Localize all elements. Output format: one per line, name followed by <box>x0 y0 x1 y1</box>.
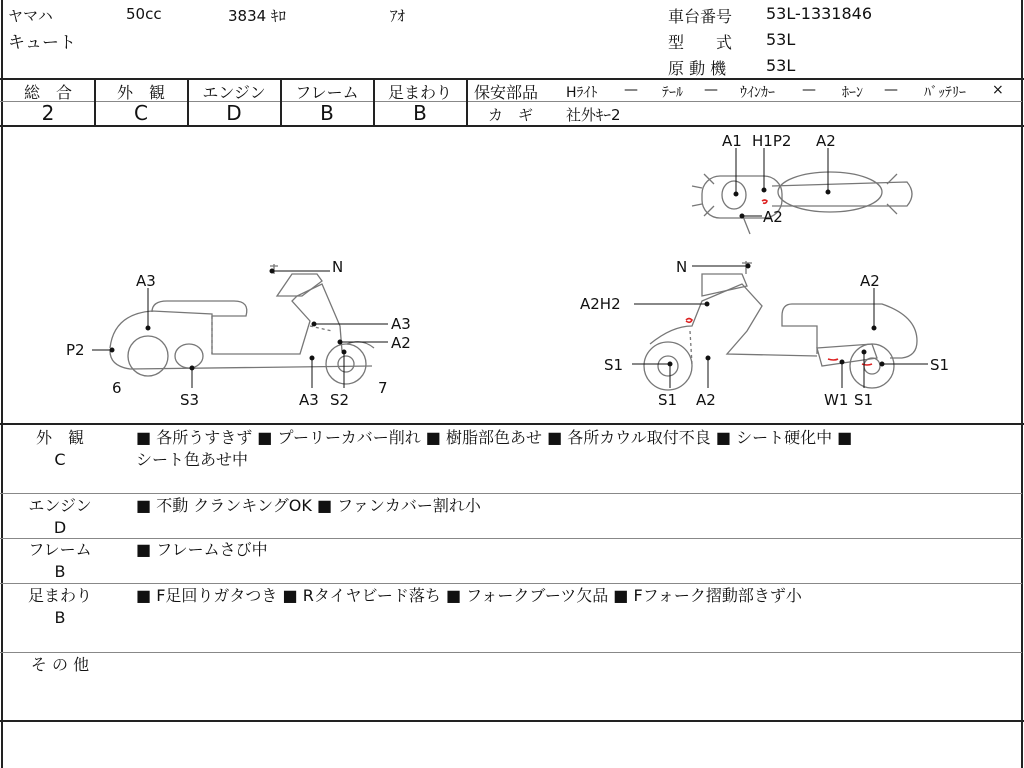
label-left-a2: A2 <box>391 334 411 352</box>
safety-battery-status: × <box>992 82 1004 98</box>
label-right-a2: A2 <box>860 272 880 290</box>
label-right-w1: W1 <box>824 391 849 409</box>
section-suspension-title: 足まわり <box>27 586 92 605</box>
label-left-7: 7 <box>378 379 388 397</box>
grade-label-engine: エンジン <box>202 83 266 102</box>
label-left-a3c: A3 <box>299 391 319 409</box>
section-other-label <box>0 654 120 676</box>
label-left-a3b: A3 <box>391 315 411 333</box>
notes-line-3 <box>0 583 1022 584</box>
notes-line-4 <box>0 652 1022 653</box>
safety-horn: ﾎｰﾝ <box>842 85 863 101</box>
label-right-a2b: A2 <box>696 391 716 409</box>
grade-value-frame: B <box>320 101 334 125</box>
safety-headlight-status: — <box>624 82 638 98</box>
notes-bottom-line <box>0 720 1024 722</box>
label-left-a3: A3 <box>136 272 156 290</box>
notes-top-line <box>0 423 1024 425</box>
section-exterior-text <box>136 427 852 471</box>
grade-label-exterior: 外 観 <box>116 83 165 102</box>
engine-value: 53L <box>766 56 796 75</box>
grade-value-suspension: B <box>413 101 427 125</box>
label-right-s1d: S1 <box>854 391 874 409</box>
label-left-s3: S3 <box>180 391 200 409</box>
grade-label-suspension: 足まわり <box>387 83 452 102</box>
grade-label-overall: 総 合 <box>23 83 72 102</box>
label-top-a2: A2 <box>816 132 836 150</box>
label-right-s1a: S1 <box>604 356 624 374</box>
section-exterior-grade: C <box>54 450 66 469</box>
label-left-s2: S2 <box>330 391 350 409</box>
frame-no: 53L-1331846 <box>766 4 873 23</box>
section-frame-grade: B <box>54 562 66 581</box>
label-left-n: N <box>332 258 344 276</box>
grade-value-overall: 2 <box>41 101 55 125</box>
label-left-6: 6 <box>112 379 122 397</box>
section-suspension-text: ■ F足回りガタつき ■ Rタイヤビード落ち ■ フォークブーツ欠品 ■ Fフォーク摺動部きず小 <box>136 586 802 605</box>
grade-label-frame: フレーム <box>295 83 359 102</box>
top-view-scooter <box>692 172 912 234</box>
section-suspension-grade: B <box>54 608 66 627</box>
safety-tail: ﾃｰﾙ <box>662 85 683 101</box>
grade-value-engine: D <box>226 101 242 125</box>
safety-label: 保安部品 <box>474 83 539 102</box>
section-engine-grade: D <box>53 518 67 537</box>
section-engine-title: エンジン <box>28 496 92 515</box>
label-right-s1b: S1 <box>930 356 950 374</box>
safety-headlight: Hﾗｲﾄ <box>566 85 598 101</box>
label-top-h1p2: H1P2 <box>752 132 792 150</box>
section-exterior-title: 外 観 <box>35 428 84 447</box>
safety-winker: ｳｲﾝｶｰ <box>740 85 775 101</box>
label-top-a1: A1 <box>722 132 742 150</box>
section-exterior-line1: ■ 各所うすきず ■ プーリーカバー削れ ■ 樹脂部色あせ ■ 各所カウル取付不良 ■ シート硬化中 ■ <box>136 428 853 447</box>
maker: ヤマハ <box>8 7 53 25</box>
notes-line-1 <box>0 493 1022 494</box>
section-frame-label <box>0 539 120 583</box>
label-right-s1c: S1 <box>658 391 678 409</box>
safety-winker-status: — <box>802 82 816 98</box>
section-exterior-line2: シート色あせ中 <box>136 450 249 469</box>
section-engine-label <box>0 495 120 539</box>
section-suspension-label <box>0 585 120 629</box>
section-frame-text: ■ フレームさび中 <box>136 540 268 559</box>
key-value: 社外ｷｰ2 <box>566 106 621 124</box>
safety-battery: ﾊﾞｯﾃﾘｰ <box>924 85 966 101</box>
grade-value-exterior: C <box>134 101 148 125</box>
frame-no-label: 車台番号 <box>668 7 733 26</box>
grade-sep-5 <box>466 78 468 126</box>
mileage: 3834 ｷﾛ <box>228 7 286 25</box>
safety-horn-status: — <box>884 82 898 98</box>
engine-label: 原 動 機 <box>668 59 727 78</box>
label-right-n: N <box>676 258 688 276</box>
type-label: 型 式 <box>668 33 733 52</box>
displacement: 50cc <box>126 5 162 23</box>
section-engine-text: ■ 不動 クランキングOK ■ ファンカバー割れ小 <box>136 496 481 515</box>
type-value: 53L <box>766 30 796 49</box>
label-top-a2b: A2 <box>763 208 783 226</box>
label-left-p2: P2 <box>66 341 85 359</box>
safety-tail-status: — <box>704 82 718 98</box>
label-right-a2h2: A2H2 <box>580 295 621 313</box>
damage-diagram <box>2 126 1022 424</box>
section-frame-title: フレーム <box>28 540 92 559</box>
model-name: キュート <box>8 33 76 53</box>
key-label: カ ギ <box>488 106 534 124</box>
color: ｱｵ <box>390 7 406 25</box>
section-exterior-label <box>0 427 120 471</box>
section-other-title: そ の 他 <box>30 655 90 674</box>
